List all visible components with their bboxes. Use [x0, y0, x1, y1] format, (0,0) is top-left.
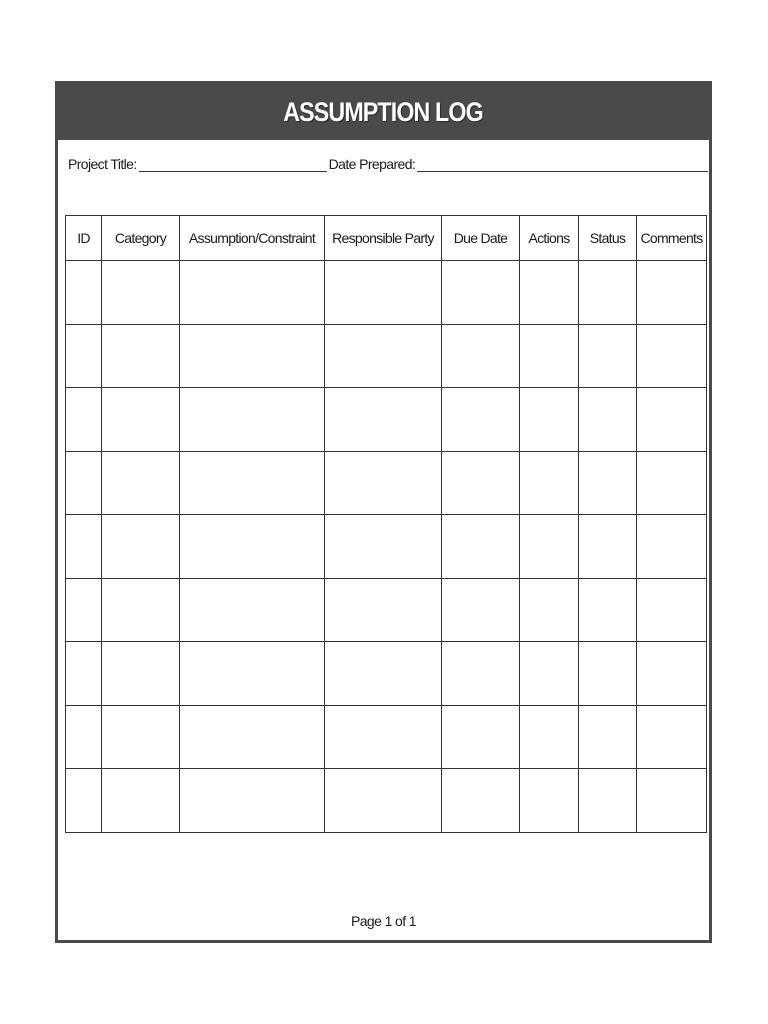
cell-category[interactable]	[102, 324, 180, 388]
cell-assumption-constraint[interactable]	[180, 769, 325, 833]
column-header-category: Category	[102, 216, 180, 261]
cell-category[interactable]	[102, 578, 180, 642]
cell-category[interactable]	[102, 705, 180, 769]
cell-assumption-constraint[interactable]	[180, 705, 325, 769]
cell-category[interactable]	[102, 769, 180, 833]
cell-responsible-party[interactable]	[325, 261, 442, 325]
table-header-row	[66, 216, 707, 261]
cell-comments[interactable]	[637, 324, 707, 388]
cell-due-date[interactable]	[442, 769, 520, 833]
cell-id[interactable]	[66, 451, 102, 515]
cell-status[interactable]	[579, 324, 637, 388]
cell-responsible-party[interactable]	[325, 769, 442, 833]
cell-comments[interactable]	[637, 515, 707, 579]
cell-comments[interactable]	[637, 261, 707, 325]
column-header-assumption-constraint: Assumption/Constraint	[180, 216, 325, 261]
table-row	[66, 261, 707, 325]
cell-assumption-constraint[interactable]	[180, 324, 325, 388]
cell-actions[interactable]	[520, 324, 579, 388]
cell-assumption-constraint[interactable]	[180, 261, 325, 325]
cell-category[interactable]	[102, 388, 180, 452]
cell-comments[interactable]	[637, 388, 707, 452]
cell-id[interactable]	[66, 705, 102, 769]
cell-actions[interactable]	[520, 769, 579, 833]
cell-status[interactable]	[579, 705, 637, 769]
cell-status[interactable]	[579, 769, 637, 833]
cell-id[interactable]	[66, 515, 102, 579]
cell-actions[interactable]	[520, 578, 579, 642]
cell-category[interactable]	[102, 515, 180, 579]
cell-comments[interactable]	[637, 705, 707, 769]
column-header-responsible-party: Responsible Party	[325, 216, 442, 261]
cell-assumption-constraint[interactable]	[180, 388, 325, 452]
project-title-label: Project Title:	[68, 156, 137, 172]
cell-actions[interactable]	[520, 261, 579, 325]
cell-id[interactable]	[66, 578, 102, 642]
cell-actions[interactable]	[520, 642, 579, 706]
cell-actions[interactable]	[520, 451, 579, 515]
project-title-field[interactable]	[139, 171, 327, 172]
date-prepared-label: Date Prepared:	[328, 156, 416, 172]
table-row	[66, 324, 707, 388]
cell-responsible-party[interactable]	[325, 515, 442, 579]
cell-due-date[interactable]	[442, 388, 520, 452]
table-body	[66, 261, 707, 833]
cell-category[interactable]	[102, 642, 180, 706]
column-header-id: ID	[66, 216, 102, 261]
cell-id[interactable]	[66, 769, 102, 833]
column-header-due-date: Due Date	[442, 216, 520, 261]
cell-due-date[interactable]	[442, 261, 520, 325]
cell-status[interactable]	[579, 515, 637, 579]
cell-due-date[interactable]	[442, 705, 520, 769]
page-number: Page 1 of 1	[350, 913, 416, 929]
table-row	[66, 451, 707, 515]
cell-responsible-party[interactable]	[325, 705, 442, 769]
column-header-actions: Actions	[520, 216, 579, 261]
cell-comments[interactable]	[637, 451, 707, 515]
cell-assumption-constraint[interactable]	[180, 642, 325, 706]
table-row	[66, 642, 707, 706]
table-row	[66, 578, 707, 642]
cell-responsible-party[interactable]	[325, 578, 442, 642]
table-row	[66, 515, 707, 579]
cell-status[interactable]	[579, 388, 637, 452]
cell-comments[interactable]	[637, 769, 707, 833]
table-row	[66, 769, 707, 833]
cell-due-date[interactable]	[442, 324, 520, 388]
cell-id[interactable]	[66, 388, 102, 452]
cell-due-date[interactable]	[442, 578, 520, 642]
cell-actions[interactable]	[520, 388, 579, 452]
assumption-table	[65, 215, 707, 833]
cell-assumption-constraint[interactable]	[180, 451, 325, 515]
cell-responsible-party[interactable]	[325, 324, 442, 388]
cell-id[interactable]	[66, 642, 102, 706]
cell-comments[interactable]	[637, 578, 707, 642]
cell-assumption-constraint[interactable]	[180, 578, 325, 642]
cell-actions[interactable]	[520, 515, 579, 579]
cell-responsible-party[interactable]	[325, 388, 442, 452]
title-bar	[58, 84, 709, 140]
cell-actions[interactable]	[520, 705, 579, 769]
cell-status[interactable]	[579, 642, 637, 706]
cell-due-date[interactable]	[442, 451, 520, 515]
cell-due-date[interactable]	[442, 642, 520, 706]
table-row	[66, 388, 707, 452]
column-header-status: Status	[579, 216, 637, 261]
cell-category[interactable]	[102, 261, 180, 325]
date-prepared-field[interactable]	[417, 171, 708, 172]
cell-status[interactable]	[579, 451, 637, 515]
cell-responsible-party[interactable]	[325, 642, 442, 706]
cell-status[interactable]	[579, 261, 637, 325]
form-title: ASSUMPTION LOG	[283, 96, 484, 127]
cell-status[interactable]	[579, 578, 637, 642]
cell-category[interactable]	[102, 451, 180, 515]
cell-due-date[interactable]	[442, 515, 520, 579]
header-fields	[68, 152, 708, 174]
assumption-log-form	[55, 81, 712, 943]
cell-id[interactable]	[66, 261, 102, 325]
column-header-comments: Comments	[637, 216, 707, 261]
cell-assumption-constraint[interactable]	[180, 515, 325, 579]
cell-comments[interactable]	[637, 642, 707, 706]
table-row	[66, 705, 707, 769]
cell-id[interactable]	[66, 324, 102, 388]
cell-responsible-party[interactable]	[325, 451, 442, 515]
